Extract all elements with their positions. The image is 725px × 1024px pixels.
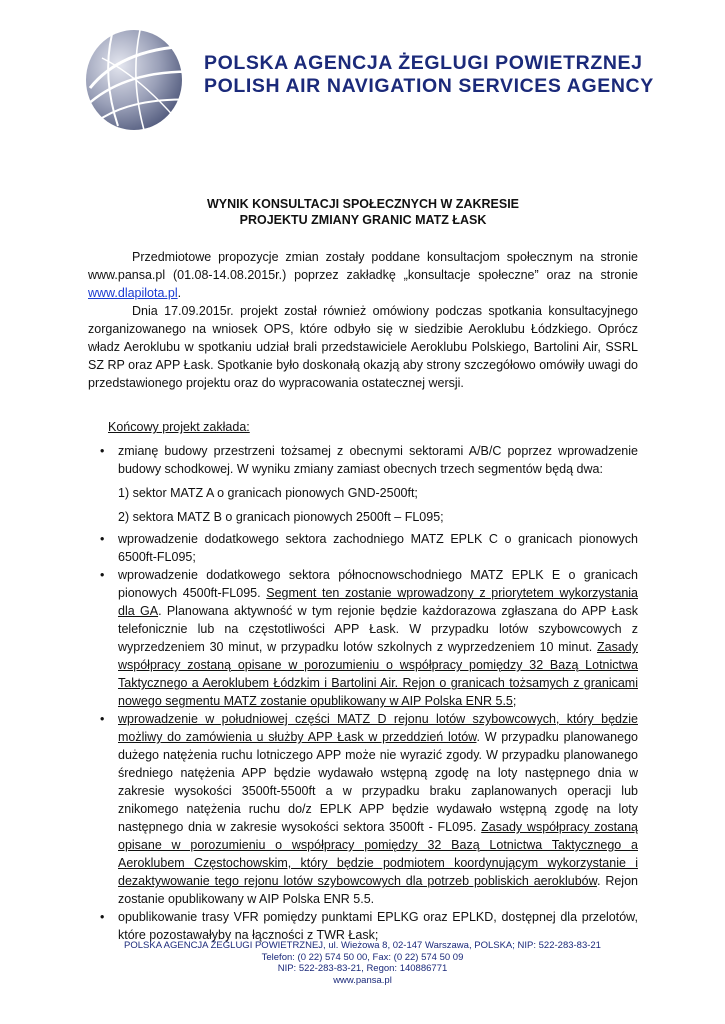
underlined-text: Segment ten zostanie wprowadzony z priorytetem wykorzystania dla GA [118,586,639,618]
list-item-text: wprowadzenie dodatkowego sektora północnowschodniego MATZ EPLK E o granicach pionowych 4500ft-FL095. [118,568,638,600]
list-item-text: . Planowana aktywność w tym rejonie będzie każdorazowa zgłaszana do APP Łask telefonicznie lub na częstotliwości APP Łask. W przypadku lotów szybowcowych z wyprzedzeniem 30 minut, w przypadku lotów szkolnych z wyprzedzeniem 10 minut. [118,604,639,654]
footer-website[interactable]: www.pansa.pl [333,974,392,986]
list-item [100,566,639,710]
agency-name-en: POLISH AIR NAVIGATION SERVICES AGENCY [204,75,654,97]
page-footer [40,940,685,986]
list-item-text: . W przypadku planowanego dużego natężenia ruchu lotniczego APP może nie wyrazić zgody. W przypadku planowanego średniego natężenia APP będzie wydawało wstępną zgodę na loty następnego dnia w zakresie wysokości 3500ft-5500ft a w przypadku braku zaplanowanych operacji lub znikomego natężenia ruchu do/z EPLK APP będzie wydawało wstępną zgodę na loty następnego dnia w zakresie wysokości sektora 3500ft - FL095. [118,730,638,834]
underlined-text: Zasady współpracy zostaną opisane w porozumieniu o współpracy pomiędzy 32 Bazą Lotnictwa Taktycznego a Aeroklubem Częstochowskim, który będzie podmiotem koordynującym wykorzystanie i dezaktywowanie tego rejonu lotów szybowcowych dla potrzeb pobliskich aeroklubów [118,820,638,888]
list-item-text: opublikowanie trasy VFR pomiędzy punktami EPLKG oraz EPLKD, dostępnej dla przelotów, które pozostawałyby na łączności z TWR Łask; [118,910,638,942]
paragraph-consultation-text: Przedmiotowe propozycje zmian zostały poddane konsultacjom społecznym na stronie www.pansa.pl (01.08-14.08.2015r.) poprzez zakładkę „konsultacje społeczne” oraz na stronie [88,250,638,282]
title-line-1: WYNIK KONSULTACJI SPOŁECZNYCH W ZAKRESIE [206,197,520,211]
dlapilota-link[interactable]: www.dlapilota.pl [88,286,178,300]
underlined-text: Zasady współpracy zostaną opisane w porozumieniu o współpracy pomiędzy 32 Bazą Lotnictwa Taktycznego a Aeroklubem Łódzkim i Bartolini Air. Rejon o granicach tożsamych z granicami nowego segmentu MATZ zostanie opublikowany w AIP Polska ENR 5.5 [118,640,638,708]
list-item-text: zmianę budowy przestrzeni tożsamej z obecnymi sektorami A/B/C poprzez wprowadzenie budowy schodkowej. W wyniku zmiany zamiast obecnych trzech segmentów będą dwa: [118,444,638,476]
bullet-icon: • [100,910,105,924]
paragraph-consultation [88,248,638,302]
list-item [100,710,638,908]
footer-registration: NIP: 522-283-83-21, Regon: 140886771 [277,963,448,975]
bullet-icon: • [100,712,105,726]
list-item [100,530,638,566]
list-item-text: wprowadzenie dodatkowego sektora zachodniego MATZ EPLK C o granicach pionowych 6500ft-FL095; [118,532,638,564]
agency-name [204,52,654,98]
sub-item-matz-a: 1) sektor MATZ A o granicach pionowych GND-2500ft; [118,486,418,500]
footer-address: POLSKA AGENCJA ŻEGLUGI POWIETRZNEJ, ul. Wieżowa 8, 02-147 Warszawa, POLSKA; NIP: 522-283-83-21 [124,940,601,951]
underlined-text: wprowadzenie w południowej części MATZ D rejonu lotów szybowcowych, który będzie możliwy do zamówienia u służby APP Łask w przeddzień lotów [118,712,638,744]
section-heading: Końcowy projekt zakłada: [108,420,250,434]
bullet-icon: • [100,532,105,546]
footer-phone: Telefon: (0 22) 574 50 00, Fax: (0 22) 574 50 09 [261,951,464,963]
list-item-text: . Rejon zostanie opublikowany w AIP Polska ENR 5.5. [118,874,638,906]
bullet-icon: • [100,568,105,582]
pansa-globe-logo [82,18,212,158]
final-project-list [88,442,638,944]
paragraph-consultation-end: . [177,286,182,300]
list-item [100,908,638,944]
bullet-icon: • [100,444,105,458]
document-body [88,248,638,944]
document-title [88,196,638,228]
list-item [100,442,638,526]
list-item-text: ; [512,694,517,708]
title-line-2: PROJEKTU ZMIANY GRANIC MATZ ŁASK [239,213,487,227]
paragraph-meeting: Dnia 17.09.2015r. projekt został również omówiony podczas spotkania konsultacyjnego zorganizowanego na wniosek OPS, które odbyło się w siedzibie Aeroklubu Łódzkiego. Oprócz władz Aeroklubu w spotkaniu udział brali przedstawiciele Aeroklubu Polskiego, Bartolini Air, SSRL SZ RP oraz APP Łask. Spotkanie było doskonałą okazją aby strony szczegółowo omówiły uwagi do przedstawionego projektu oraz do wypracowania ostatecznej wersji. [88,304,638,390]
sub-item-matz-b: 2) sektora MATZ B o granicach pionowych 2500ft – FL095; [118,510,444,524]
agency-name-pl: POLSKA AGENCJA ŻEGLUGI POWIETRZNEJ [204,52,643,74]
